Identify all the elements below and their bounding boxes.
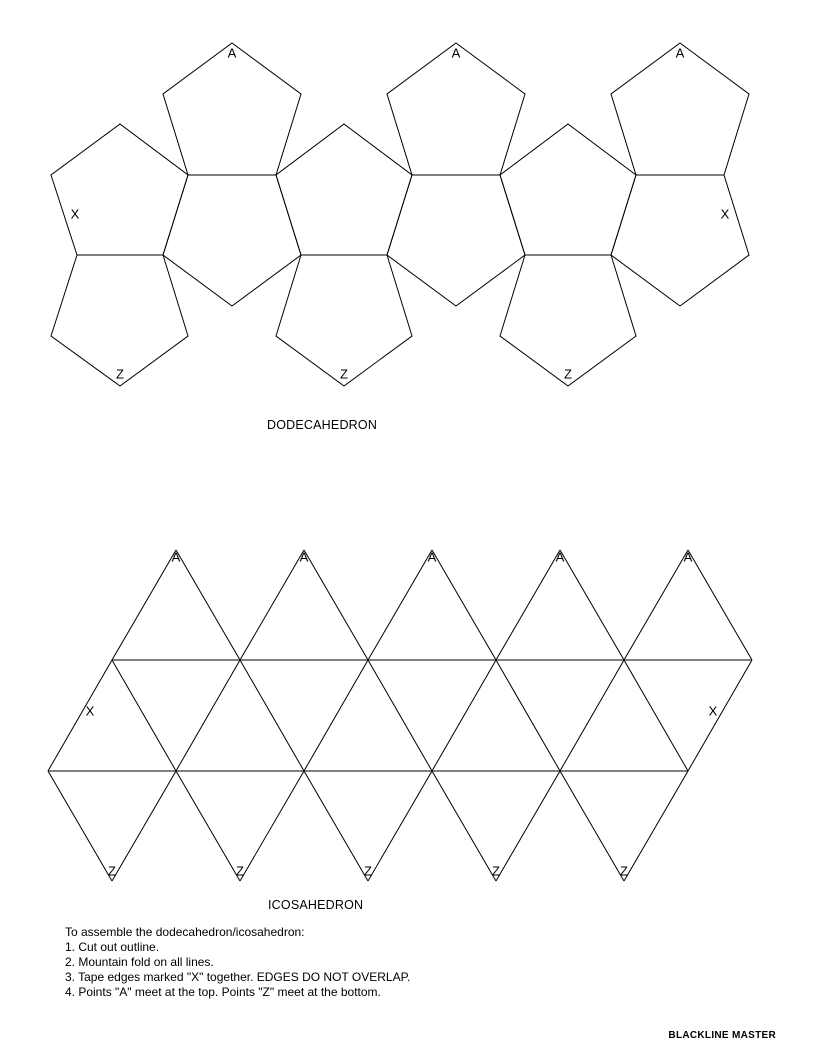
pentagon-face	[611, 175, 749, 306]
vertex-label-x: X	[70, 206, 80, 222]
pentagon-face	[611, 43, 749, 175]
instructions-heading: To assemble the dodecahedron/icosahedron:	[65, 925, 305, 939]
dodecahedron-caption: DODECAHEDRON	[267, 418, 378, 432]
pentagon-face	[163, 175, 301, 306]
triangle-faces	[48, 550, 752, 881]
instruction-step: 3. Tape edges marked "X" together. EDGES DO NOT OVERLAP.	[65, 970, 411, 984]
pentagon-face	[387, 43, 525, 175]
vertex-label-z: Z	[620, 863, 628, 879]
pentagon-face	[51, 124, 188, 255]
vertex-label-a: A	[555, 549, 565, 565]
vertex-label-x: X	[720, 206, 730, 222]
vertex-label-a: A	[171, 549, 181, 565]
vertex-label-a: A	[299, 549, 309, 565]
dodecahedron-net	[51, 43, 749, 386]
vertex-label-a: A	[451, 45, 461, 61]
icosahedron-net	[48, 549, 752, 881]
icosahedron-caption: ICOSAHEDRON	[268, 898, 364, 912]
instruction-step: 1. Cut out outline.	[65, 940, 160, 954]
instruction-step: 2. Mountain fold on all lines.	[65, 955, 214, 969]
pentagon-face	[500, 124, 636, 255]
pentagon-face	[163, 43, 301, 175]
vertex-label-z: Z	[116, 366, 124, 382]
pentagon-face	[387, 175, 525, 306]
vertex-label-a: A	[675, 45, 685, 61]
vertex-label-x: X	[85, 703, 95, 719]
vertex-label-a: A	[227, 45, 237, 61]
vertex-label-a: A	[683, 549, 693, 565]
vertex-label-z: Z	[108, 863, 116, 879]
vertex-label-z: Z	[340, 366, 348, 382]
vertex-label-a: A	[427, 549, 437, 565]
vertex-label-z: Z	[236, 863, 244, 879]
blackline-master-footer: BLACKLINE MASTER	[668, 1030, 776, 1041]
vertex-label-x: X	[708, 703, 718, 719]
vertex-label-z: Z	[364, 863, 372, 879]
instruction-step: 4. Points "A" meet at the top. Points "Z" meet at the bottom.	[65, 985, 381, 999]
vertex-label-z: Z	[564, 366, 572, 382]
assembly-instructions	[65, 925, 410, 1000]
vertex-label-z: Z	[492, 863, 500, 879]
pentagon-face	[276, 124, 412, 255]
